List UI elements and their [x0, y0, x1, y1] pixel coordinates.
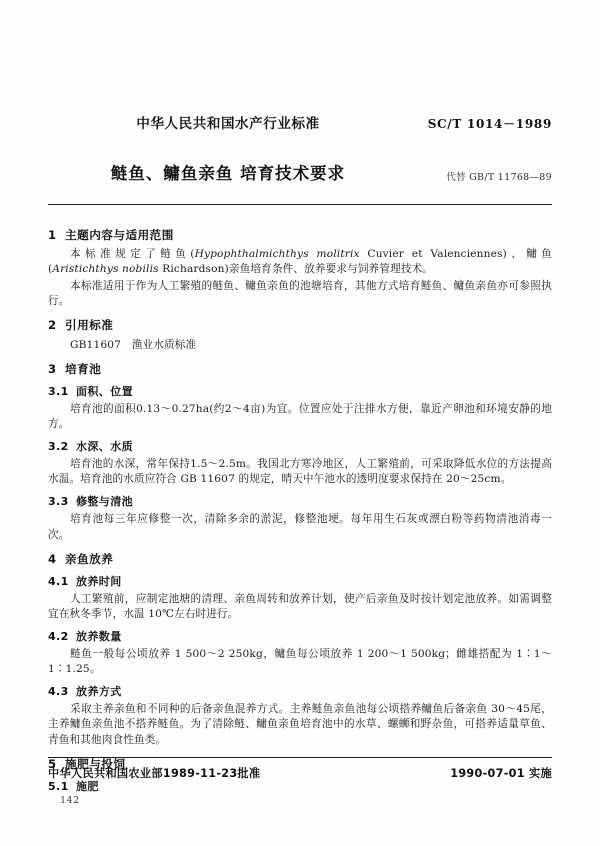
page-footer — [48, 757, 552, 785]
section-4-1-title: 放养时间 — [76, 574, 122, 588]
section-1-title: 主题内容与适用范围 — [65, 228, 174, 242]
page-title: 鲢鱼、鳙鱼亲鱼 培育技术要求 — [110, 164, 346, 183]
masthead — [48, 112, 552, 217]
section-3-1-paragraph: 培育池的面积0.13～0.27ha(约2～4亩)为宜。位置应处于注排水方便，靠近产卵池和环境安静的地方。 — [48, 402, 552, 430]
heading-section-2 — [48, 318, 552, 333]
issuing-organization: 中华人民共和国水产行业标准 — [136, 116, 320, 132]
section-3-2-number: 3.2 — [48, 440, 69, 454]
footer-divider — [48, 757, 552, 758]
page-content — [48, 0, 552, 797]
section-5-number: 5 — [48, 756, 57, 771]
section-2-number: 2 — [48, 318, 57, 333]
section-3-number: 3 — [48, 361, 57, 376]
footer-row — [48, 765, 552, 785]
heading-section-3 — [48, 362, 552, 377]
heading-section-3-1 — [48, 384, 552, 399]
standard-number: SC/T 1014－1989 — [427, 117, 552, 131]
section-3-3-title: 修整与清池 — [76, 495, 133, 509]
section-4-2-number: 4.2 — [48, 629, 69, 643]
section-5-title: 施肥与投饲 — [65, 756, 126, 771]
section-1-number: 1 — [48, 228, 57, 242]
heading-section-4-1 — [48, 574, 552, 589]
heading-section-1 — [48, 228, 552, 243]
section-5-1-number: 5.1 — [48, 779, 69, 793]
section-2-title: 引用标准 — [65, 318, 114, 333]
section-4-3-title: 放养方式 — [76, 685, 122, 699]
page-number: 142 — [60, 795, 80, 806]
section-4-2-paragraph: 鲢鱼一般每公顷放养 1 500～2 250kg，鳙鱼每公顷放养 1 200～1 500kg；雌雄搭配为 1∶1～1∶1.25。 — [48, 648, 552, 676]
section-1-paragraph-1 — [48, 247, 552, 277]
section-3-2-title: 水深、水质 — [76, 440, 133, 454]
referenced-standard-entry: GB11607 渔业水质标准 — [70, 338, 197, 351]
section-4-number: 4 — [48, 551, 57, 566]
species-name-silver-carp: Hypophthalmichthys molitrix — [194, 248, 360, 261]
species-name-bighead-carp: Aristichthys nobilis — [52, 263, 159, 276]
title-row — [48, 160, 552, 190]
section-1-paragraph-2: 本标准适用于作为人工繁殖的鲢鱼、鳙鱼亲鱼的池塘培育，其他方式培育鲢鱼、鳙鱼亲鱼亦可参照执行。 — [48, 280, 552, 308]
section-3-title: 培育池 — [65, 361, 102, 376]
implementation-date: 1990-07-01 实施 — [450, 767, 552, 780]
supersedes-note: 代替 GB/T 11768—89 — [446, 172, 552, 183]
section-3-1-number: 3.1 — [48, 384, 69, 398]
approval-statement: 中华人民共和国农业部1989-11-23批准 — [48, 767, 261, 780]
heading-section-3-2 — [48, 439, 552, 454]
section-4-3-number: 4.3 — [48, 685, 69, 699]
section-3-2-paragraph: 培育池的水深，常年保持1.5～2.5m。我国北方寒冷地区，人工繁殖前，可采取降低水位的方法提高水温。培育池的水质应符合 GB 11607 的规定，晴天中午池水的透明度要求保持在 20～25cm。 — [48, 458, 552, 486]
section-1-p1-part-b: Cuvier et Valenciennes)、鳙鱼( — [48, 248, 553, 276]
heading-section-3-3 — [48, 494, 552, 509]
section-4-2-title: 放养数量 — [76, 629, 122, 643]
organization-row — [48, 112, 552, 138]
header-divider — [48, 204, 552, 205]
section-4-1-number: 4.1 — [48, 574, 69, 588]
document-body — [48, 228, 552, 794]
section-3-3-paragraph: 培育池每三年应修整一次，清除多余的淤泥，修整池埂。每年用生石灰或漂白粉等药物清池消毒一次。 — [48, 513, 552, 541]
section-5-1-title: 施肥 — [76, 779, 99, 793]
heading-section-4-3 — [48, 684, 552, 699]
heading-section-4-2 — [48, 629, 552, 644]
section-3-3-number: 3.3 — [48, 495, 69, 509]
heading-section-4 — [48, 552, 552, 567]
section-4-1-paragraph: 人工繁殖前，应制定池塘的清理、亲鱼周转和放养计划，使产后亲鱼及时按计划定池放养。如需调整宜在秋冬季节，水温 10℃左右时进行。 — [48, 592, 552, 620]
section-1-p1-part-a: 本标准规定了鲢鱼( — [70, 248, 195, 261]
section-4-title: 亲鱼放养 — [65, 551, 114, 566]
section-3-1-title: 面积、位置 — [76, 384, 133, 398]
section-4-3-paragraph: 采取主养亲鱼和不同种的后备亲鱼混养方式。主养鲢鱼亲鱼池每公顷搭养鳙鱼后备亲鱼 30～45尾，主养鳙鱼亲鱼池不搭养鲢鱼。为了清除鲢、鳙鱼亲鱼培育池中的水草、螺蛳和野杂鱼，可搭养适量草鱼、青鱼和其他肉食性鱼类。 — [48, 703, 552, 746]
section-1-p1-part-c: Richardson)亲鱼培育条件、放养要求与饲养管理技术。 — [158, 263, 434, 276]
